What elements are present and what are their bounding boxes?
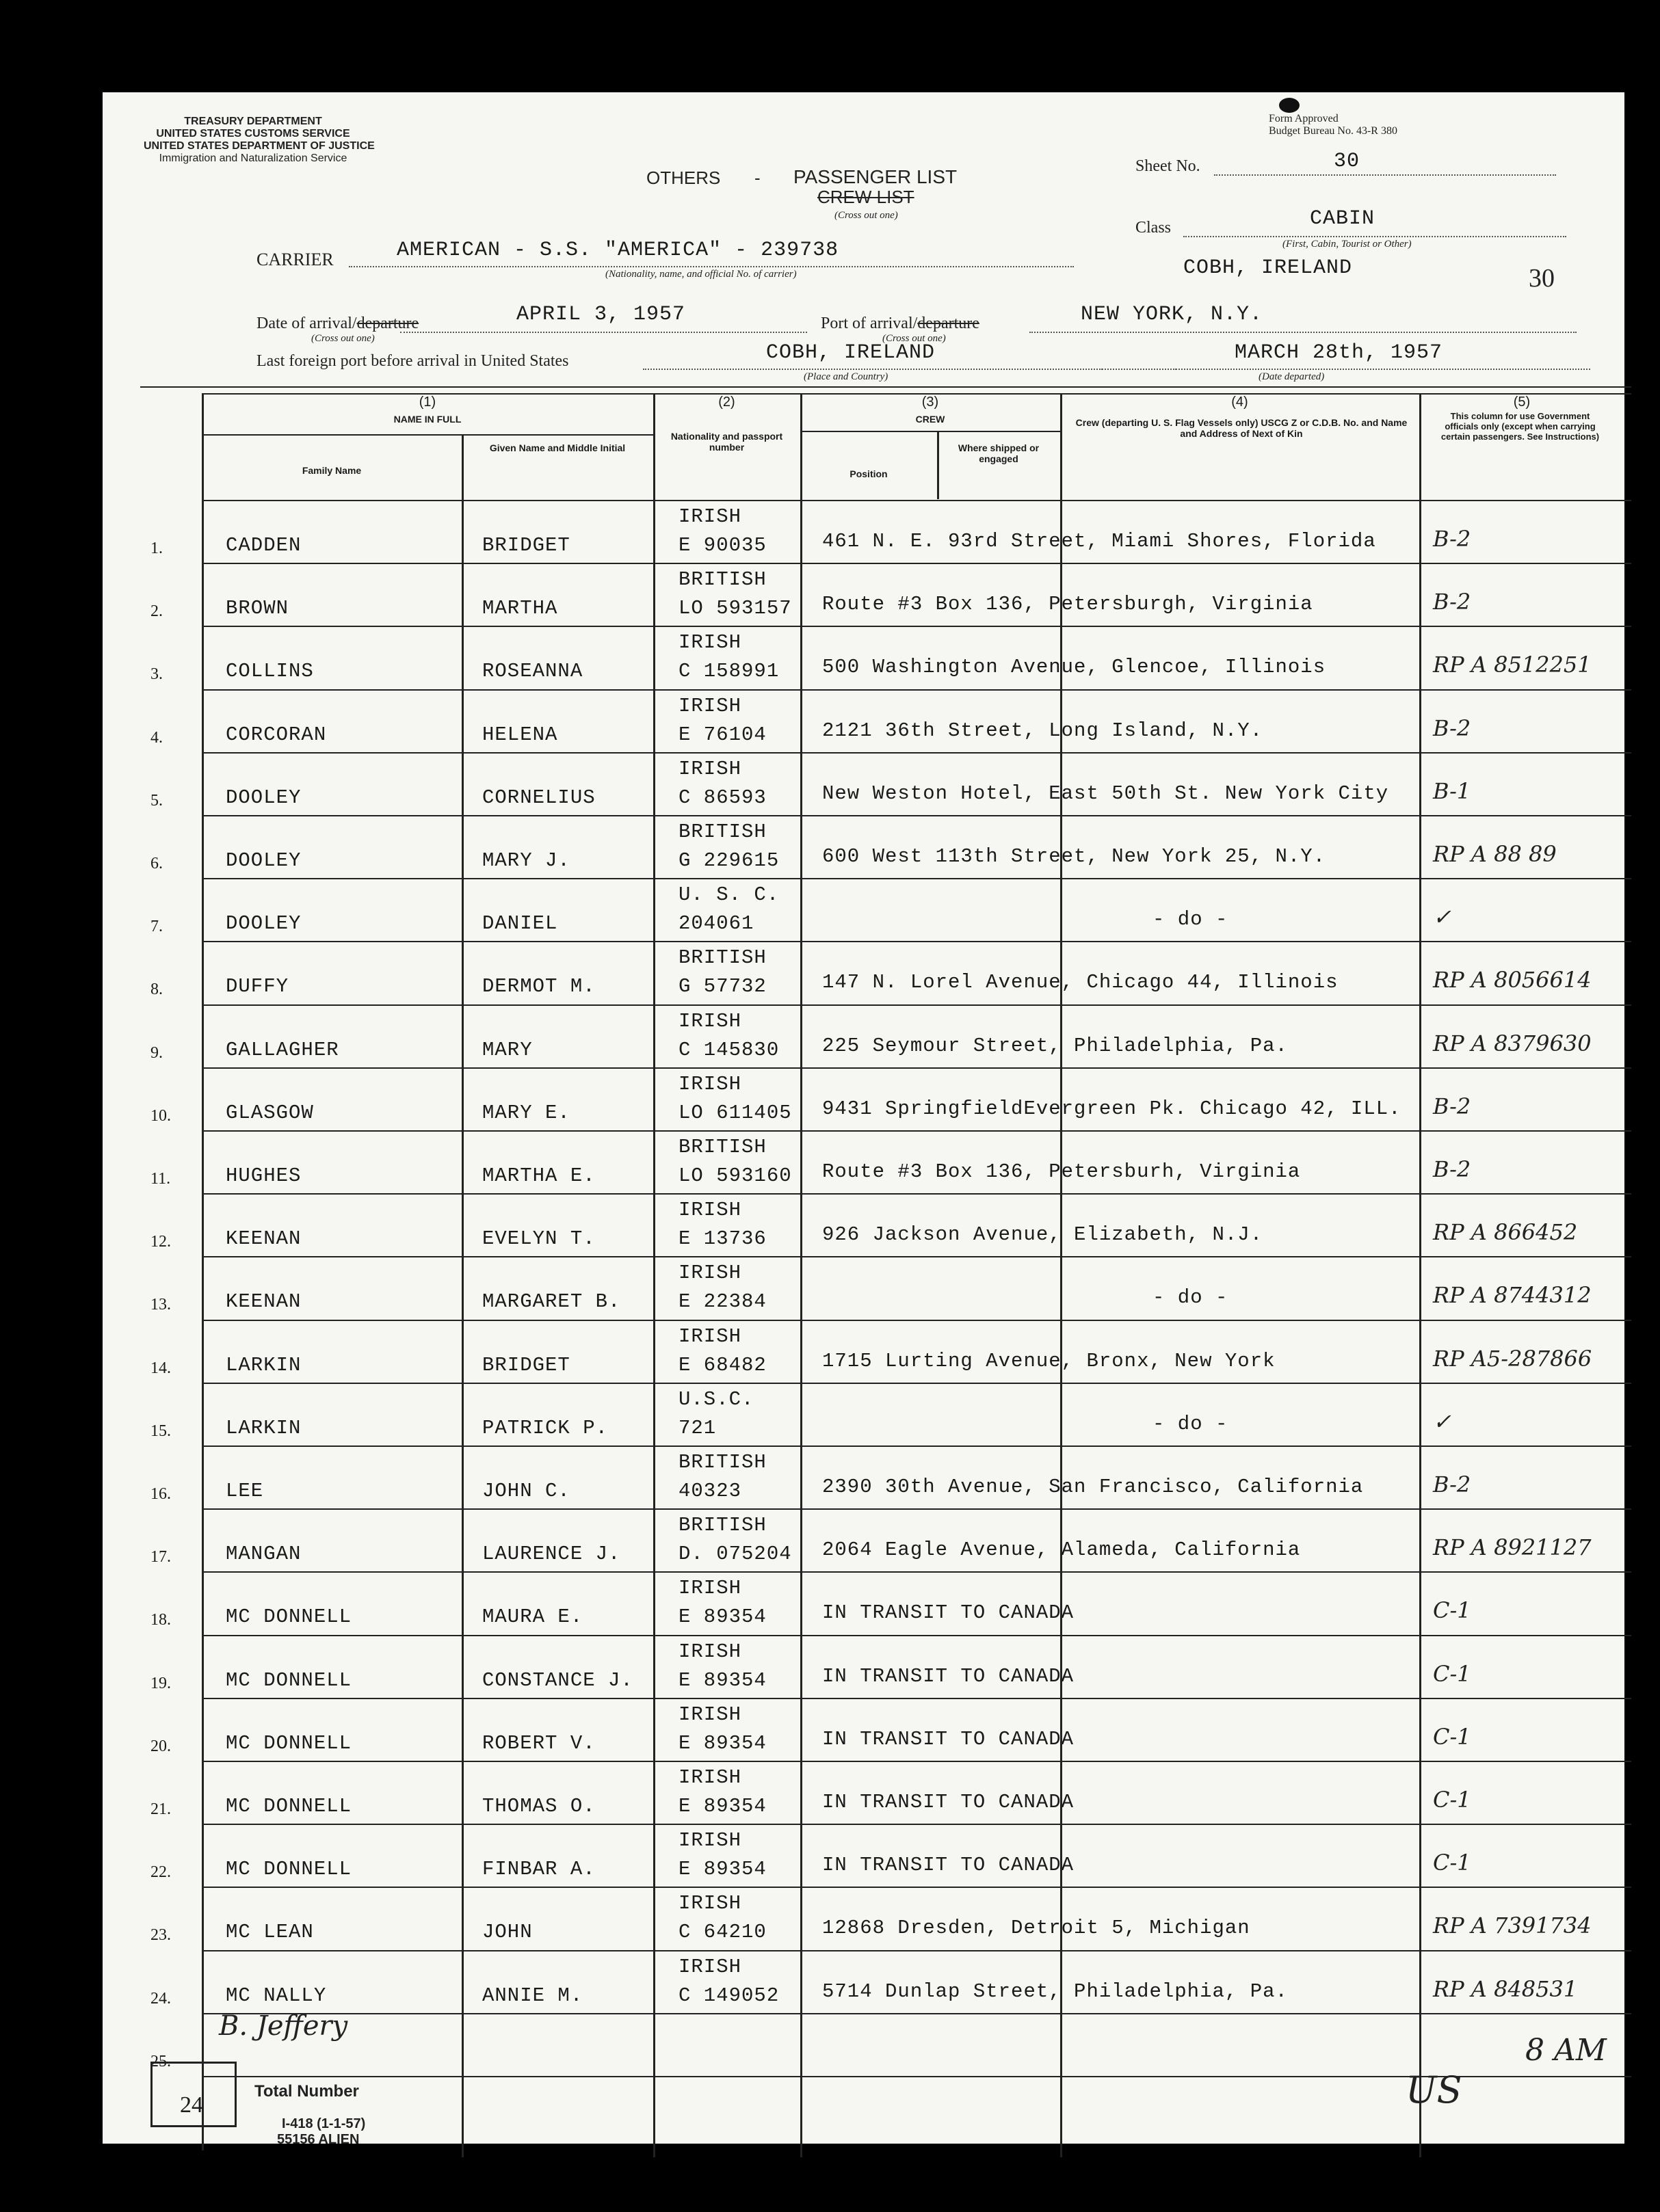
- address: IN TRANSIT TO CANADA: [822, 1791, 1075, 1813]
- port-hint: (Cross out one): [882, 333, 946, 344]
- cross-out-hint: (Cross out one): [834, 210, 898, 221]
- family-name: CADDEN: [226, 534, 302, 557]
- official-note: RP A 8744312: [1433, 1282, 1592, 1308]
- given-name: DERMOT M.: [482, 975, 596, 998]
- address: - do -: [1152, 1286, 1228, 1309]
- nationality: IRISH: [679, 1956, 742, 1978]
- family-name: MC DONNELL: [226, 1858, 352, 1880]
- given-name: BRIDGET: [482, 534, 570, 557]
- family-name: MC LEAN: [226, 1921, 314, 1943]
- agency-line: Immigration and Naturalization Service: [159, 152, 347, 164]
- address: 2390 30th Avenue, San Francisco, California: [822, 1476, 1364, 1498]
- passport-number: G 229615: [679, 849, 780, 872]
- row-number: 16.: [150, 1485, 171, 1503]
- row-divider: [202, 563, 1631, 564]
- given-name: LAURENCE J.: [482, 1543, 621, 1565]
- passport-number: E 76104: [679, 723, 767, 746]
- address: - do -: [1152, 908, 1228, 931]
- given-name: THOMAS O.: [482, 1795, 596, 1817]
- row-divider: [202, 1698, 1631, 1699]
- official-note: RP A 8512251: [1433, 652, 1592, 678]
- passport-number: C 86593: [679, 786, 767, 809]
- official-note: B-2: [1433, 589, 1471, 615]
- row-divider: [202, 1383, 1631, 1384]
- nationality: BRITISH: [679, 1136, 767, 1158]
- address: 461 N. E. 93rd Street, Miami Shores, Florida: [822, 530, 1376, 552]
- given-name: EVELYN T.: [482, 1227, 596, 1250]
- passport-number: C 145830: [679, 1039, 780, 1061]
- class-hint: (First, Cabin, Tourist or Other): [1282, 239, 1412, 250]
- nationality: IRISH: [679, 1010, 742, 1032]
- passport-number: 204061: [679, 912, 754, 935]
- row-number: 24.: [150, 1990, 171, 2008]
- family-name: DOOLEY: [226, 786, 302, 809]
- departed-hint: (Date departed): [1259, 371, 1325, 382]
- passport-number: E 89354: [679, 1858, 767, 1880]
- address: New Weston Hotel, East 50th St. New York City: [822, 782, 1389, 805]
- form-code: 55156 ALIEN: [277, 2132, 360, 2147]
- given-name: DANIEL: [482, 912, 558, 935]
- passport-number: LO 593157: [679, 597, 792, 619]
- row-divider: [202, 1824, 1631, 1825]
- family-name: GLASGOW: [226, 1102, 314, 1124]
- col5-number: (5): [1513, 395, 1531, 410]
- row-divider: [202, 1193, 1631, 1195]
- official-note: RP A 866452: [1433, 1219, 1578, 1245]
- official-note: RP A5-287866: [1433, 1346, 1592, 1372]
- page-number-right: 30: [1529, 264, 1555, 293]
- family-name: MC DONNELL: [226, 1605, 352, 1628]
- address: 9431 SpringfieldEvergreen Pk. Chicago 42, ILL.: [822, 1097, 1401, 1120]
- row-divider: [202, 941, 1631, 942]
- given-name: MARY: [482, 1039, 533, 1061]
- budget-bureau: Budget Bureau No. 43-R 380: [1269, 125, 1397, 137]
- col-family-name: Family Name: [302, 465, 362, 476]
- sheet-number: 30: [1334, 150, 1360, 173]
- passport-number: LO 611405: [679, 1102, 792, 1124]
- handwritten-initials: US: [1406, 2068, 1462, 2111]
- col4-number: (4): [1231, 395, 1248, 410]
- family-name: MC DONNELL: [226, 1669, 352, 1692]
- form-number: I-418 (1-1-57): [282, 2116, 366, 2131]
- row-divider: [202, 878, 1631, 879]
- family-name: BROWN: [226, 597, 289, 619]
- family-name: DOOLEY: [226, 912, 302, 935]
- total-count: 24: [180, 2092, 203, 2118]
- given-name: MAURA E.: [482, 1605, 583, 1628]
- carrier-hint: (Nationality, name, and official No. of carrier): [605, 269, 797, 280]
- form-approved: Form Approved: [1269, 113, 1339, 124]
- others-label: OTHERS: [646, 168, 721, 188]
- official-note: ✓: [1433, 1409, 1451, 1435]
- family-name: MC DONNELL: [226, 1795, 352, 1817]
- row-divider: [202, 1067, 1631, 1069]
- address: IN TRANSIT TO CANADA: [822, 1601, 1075, 1624]
- official-note: B-1: [1433, 778, 1471, 804]
- address: 2064 Eagle Avenue, Alameda, California: [822, 1538, 1301, 1561]
- agency-line: UNITED STATES DEPARTMENT OF JUSTICE: [144, 140, 375, 152]
- col-given-name: Given Name and Middle Initial: [489, 442, 626, 453]
- family-name: LARKIN: [226, 1417, 302, 1439]
- row-number: 10.: [150, 1107, 171, 1125]
- row-number: 5.: [150, 792, 163, 810]
- official-note: C-1: [1433, 1597, 1471, 1623]
- passport-number: LO 593160: [679, 1164, 792, 1187]
- row-divider: [202, 2013, 1631, 2014]
- address: - do -: [1152, 1413, 1228, 1435]
- col-shipped: Where shipped or engaged: [958, 442, 1040, 464]
- departure-port-right: COBH, IRELAND: [1183, 256, 1353, 280]
- row-number: 19.: [150, 1675, 171, 1692]
- row-number: 15.: [150, 1422, 171, 1440]
- row-divider: [202, 1004, 1631, 1006]
- family-name: COLLINS: [226, 660, 314, 682]
- departed-date: MARCH 28th, 1957: [1235, 341, 1443, 364]
- given-name: MARY E.: [482, 1102, 570, 1124]
- nationality: BRITISH: [679, 946, 767, 969]
- passport-number: E 89354: [679, 1605, 767, 1628]
- address: IN TRANSIT TO CANADA: [822, 1728, 1075, 1750]
- crew-list-struck: CREW LIST: [817, 187, 914, 207]
- row-number: 20.: [150, 1737, 171, 1755]
- nationality: IRISH: [679, 1577, 742, 1599]
- nationality: U. S. C.: [679, 883, 780, 906]
- passport-number: D. 075204: [679, 1543, 792, 1565]
- col-crew-kin: Crew (departing U. S. Flag Vessels only) USCG Z or C.D.B. No. and Name and Address of Next of Kin: [1075, 417, 1408, 439]
- passport-number: E 68482: [679, 1354, 767, 1376]
- total-label: Total Number: [254, 2082, 359, 2101]
- col-position: Position: [849, 468, 888, 479]
- official-note: B-2: [1433, 1471, 1471, 1497]
- row-number: 25.: [150, 2053, 171, 2070]
- family-name: KEENAN: [226, 1290, 302, 1313]
- passport-number: C 149052: [679, 1984, 780, 2007]
- carrier-value: AMERICAN - S.S. "AMERICA" - 239738: [397, 239, 839, 262]
- row-number: 14.: [150, 1359, 171, 1377]
- row-number: 18.: [150, 1611, 171, 1629]
- address: IN TRANSIT TO CANADA: [822, 1665, 1075, 1688]
- address: 5714 Dunlap Street, Philadelphia, Pa.: [822, 1980, 1288, 2003]
- arrival-struck: departure: [356, 315, 419, 332]
- row-divider: [202, 1445, 1631, 1447]
- family-name: HUGHES: [226, 1164, 302, 1187]
- row-number: 21.: [150, 1800, 171, 1818]
- family-name: MANGAN: [226, 1543, 302, 1565]
- row-number: 9.: [150, 1044, 163, 1062]
- family-name: GALLAGHER: [226, 1039, 339, 1061]
- col1-number: (1): [419, 395, 436, 410]
- row-divider: [202, 1950, 1631, 1951]
- given-name: JOHN: [482, 1921, 533, 1943]
- row-number: 3.: [150, 665, 163, 683]
- official-note: RP A 8379630: [1433, 1030, 1592, 1056]
- total-count-box: [150, 2062, 237, 2127]
- family-name: LEE: [226, 1480, 264, 1502]
- row-divider: [202, 689, 1631, 691]
- given-name: ROSEANNA: [482, 660, 583, 682]
- handwritten-signature: B. Jeffery: [219, 2010, 348, 2042]
- passport-number: E 90035: [679, 534, 767, 557]
- nationality: IRISH: [679, 1262, 742, 1284]
- address: Route #3 Box 136, Petersburgh, Virginia: [822, 593, 1313, 615]
- given-name: MARTHA E.: [482, 1164, 596, 1187]
- nationality: IRISH: [679, 1703, 742, 1726]
- official-note: RP A 8056614: [1433, 967, 1592, 993]
- given-name: JOHN C.: [482, 1480, 570, 1502]
- col2-number: (2): [718, 395, 735, 410]
- row-number: 17.: [150, 1548, 171, 1566]
- row-number: 6.: [150, 855, 163, 872]
- given-name: CONSTANCE J.: [482, 1669, 633, 1692]
- address: Route #3 Box 136, Petersburh, Virginia: [822, 1160, 1301, 1183]
- row-divider: [202, 1130, 1631, 1132]
- row-number: 8.: [150, 981, 163, 998]
- nationality: BRITISH: [679, 821, 767, 843]
- given-name: ANNIE M.: [482, 1984, 583, 2007]
- row-number: 23.: [150, 1926, 171, 1944]
- given-name: MARTHA: [482, 597, 558, 619]
- official-note: RP A 8921127: [1433, 1534, 1592, 1560]
- title-dash: -: [754, 168, 761, 188]
- handwritten-time: 8 AM: [1525, 2033, 1607, 2068]
- passport-number: E 89354: [679, 1732, 767, 1755]
- given-name: ROBERT V.: [482, 1732, 596, 1755]
- passport-number: E 22384: [679, 1290, 767, 1313]
- row-number: 7.: [150, 918, 163, 935]
- row-divider: [202, 1761, 1631, 1762]
- sheet-label: Sheet No.: [1135, 157, 1200, 175]
- family-name: MC DONNELL: [226, 1732, 352, 1755]
- nationality: U.S.C.: [679, 1388, 754, 1411]
- official-note: RP A 88 89: [1433, 841, 1557, 867]
- port-struck: departure: [917, 315, 979, 332]
- official-note: RP A 848531: [1433, 1976, 1578, 2002]
- col3-number: (3): [921, 395, 939, 410]
- passport-number: 721: [679, 1417, 717, 1439]
- given-name: BRIDGET: [482, 1354, 570, 1376]
- row-divider: [202, 1635, 1631, 1636]
- row-number: 1.: [150, 539, 163, 557]
- row-divider: [202, 1887, 1631, 1888]
- passenger-list-title: PASSENGER LIST: [793, 166, 958, 187]
- official-note: B-2: [1433, 715, 1471, 741]
- row-divider: [202, 752, 1631, 754]
- family-name: KEENAN: [226, 1227, 302, 1250]
- arrival-port: NEW YORK, N.Y.: [1081, 303, 1263, 326]
- given-name: MARY J.: [482, 849, 570, 872]
- given-name: CORNELIUS: [482, 786, 596, 809]
- address: 12868 Dresden, Detroit 5, Michigan: [822, 1917, 1250, 1939]
- col-nationality: Nationality and passport number: [670, 431, 783, 453]
- row-number: 11.: [150, 1170, 171, 1188]
- nationality: BRITISH: [679, 568, 767, 591]
- address: 500 Washington Avenue, Glencoe, Illinois: [822, 656, 1326, 678]
- family-name: LARKIN: [226, 1354, 302, 1376]
- nationality: IRISH: [679, 1199, 742, 1221]
- class-value: CABIN: [1310, 207, 1375, 230]
- official-note: B-2: [1433, 1093, 1471, 1119]
- nationality: IRISH: [679, 631, 742, 654]
- address: 225 Seymour Street, Philadelphia, Pa.: [822, 1035, 1288, 1057]
- passport-number: E 89354: [679, 1669, 767, 1692]
- agency-header: [144, 116, 375, 165]
- row-divider: [202, 1571, 1631, 1573]
- passport-number: 40323: [679, 1480, 742, 1502]
- nationality: IRISH: [679, 758, 742, 780]
- agency-line: TREASURY DEPARTMENT: [184, 116, 322, 127]
- address: 1715 Lurting Avenue, Bronx, New York: [822, 1350, 1276, 1372]
- arrival-label: Date of arrival/departure: [256, 315, 419, 332]
- nationality: IRISH: [679, 1829, 742, 1852]
- row-divider: [202, 626, 1631, 627]
- last-port-hint: (Place and Country): [804, 371, 888, 382]
- last-port-value: COBH, IRELAND: [766, 341, 936, 364]
- row-number: 4.: [150, 729, 163, 747]
- col-official-use: This column for use Government officials only (except when carrying certain passengers. See Instructions): [1440, 411, 1600, 442]
- passport-number: G 57732: [679, 975, 767, 998]
- nationality: BRITISH: [679, 1514, 767, 1536]
- nationality: IRISH: [679, 1640, 742, 1663]
- class-label: Class: [1135, 219, 1172, 237]
- passport-number: E 13736: [679, 1227, 767, 1250]
- agency-line: UNITED STATES CUSTOMS SERVICE: [156, 128, 350, 139]
- family-name: DOOLEY: [226, 849, 302, 872]
- nationality: BRITISH: [679, 1451, 767, 1474]
- row-number: 12.: [150, 1233, 171, 1251]
- official-note: C-1: [1433, 1724, 1471, 1750]
- address: IN TRANSIT TO CANADA: [822, 1854, 1075, 1876]
- family-name: DUFFY: [226, 975, 289, 998]
- col1-title: NAME IN FULL: [393, 414, 462, 425]
- arrival-hint: (Cross out one): [311, 333, 375, 344]
- row-number: 13.: [150, 1296, 171, 1314]
- row-number: 2.: [150, 602, 163, 620]
- given-name: HELENA: [482, 723, 558, 746]
- given-name: MARGARET B.: [482, 1290, 621, 1313]
- official-note: B-2: [1433, 1156, 1471, 1182]
- row-divider: [202, 1256, 1631, 1257]
- row-divider: [202, 1508, 1631, 1510]
- nationality: IRISH: [679, 1892, 742, 1915]
- row-number: 22.: [150, 1863, 171, 1881]
- row-divider: [202, 1320, 1631, 1321]
- family-name: MC NALLY: [226, 1984, 327, 2007]
- address: 600 West 113th Street, New York 25, N.Y.: [822, 845, 1326, 868]
- address: 2121 36th Street, Long Island, N.Y.: [822, 719, 1263, 742]
- arrival-date: APRIL 3, 1957: [516, 303, 686, 326]
- row-divider: [202, 815, 1631, 816]
- passport-number: C 64210: [679, 1921, 767, 1943]
- nationality: IRISH: [679, 1766, 742, 1789]
- official-note: B-2: [1433, 526, 1471, 552]
- official-note: ✓: [1433, 904, 1451, 930]
- family-name: CORCORAN: [226, 723, 327, 746]
- official-note: C-1: [1433, 1661, 1471, 1687]
- nationality: IRISH: [679, 505, 742, 528]
- last-port-label: Last foreign port before arrival in United States: [256, 352, 569, 370]
- official-note: C-1: [1433, 1787, 1471, 1813]
- document-page: [103, 92, 1624, 2147]
- nationality: IRISH: [679, 695, 742, 717]
- passport-number: E 89354: [679, 1795, 767, 1817]
- passport-number: C 158991: [679, 660, 780, 682]
- nationality: IRISH: [679, 1073, 742, 1095]
- col3-title: CREW: [915, 414, 945, 425]
- official-note: C-1: [1433, 1850, 1471, 1876]
- port-label: Port of arrival/departure: [821, 315, 979, 332]
- official-note: RP A 7391734: [1433, 1913, 1592, 1938]
- ink-blot-icon: [1279, 98, 1300, 113]
- given-name: PATRICK P.: [482, 1417, 609, 1439]
- address: 926 Jackson Avenue, Elizabeth, N.J.: [822, 1223, 1263, 1246]
- address: 147 N. Lorel Avenue, Chicago 44, Illinois: [822, 971, 1339, 994]
- nationality: IRISH: [679, 1325, 742, 1348]
- given-name: FINBAR A.: [482, 1858, 596, 1880]
- carrier-label: CARRIER: [256, 250, 334, 269]
